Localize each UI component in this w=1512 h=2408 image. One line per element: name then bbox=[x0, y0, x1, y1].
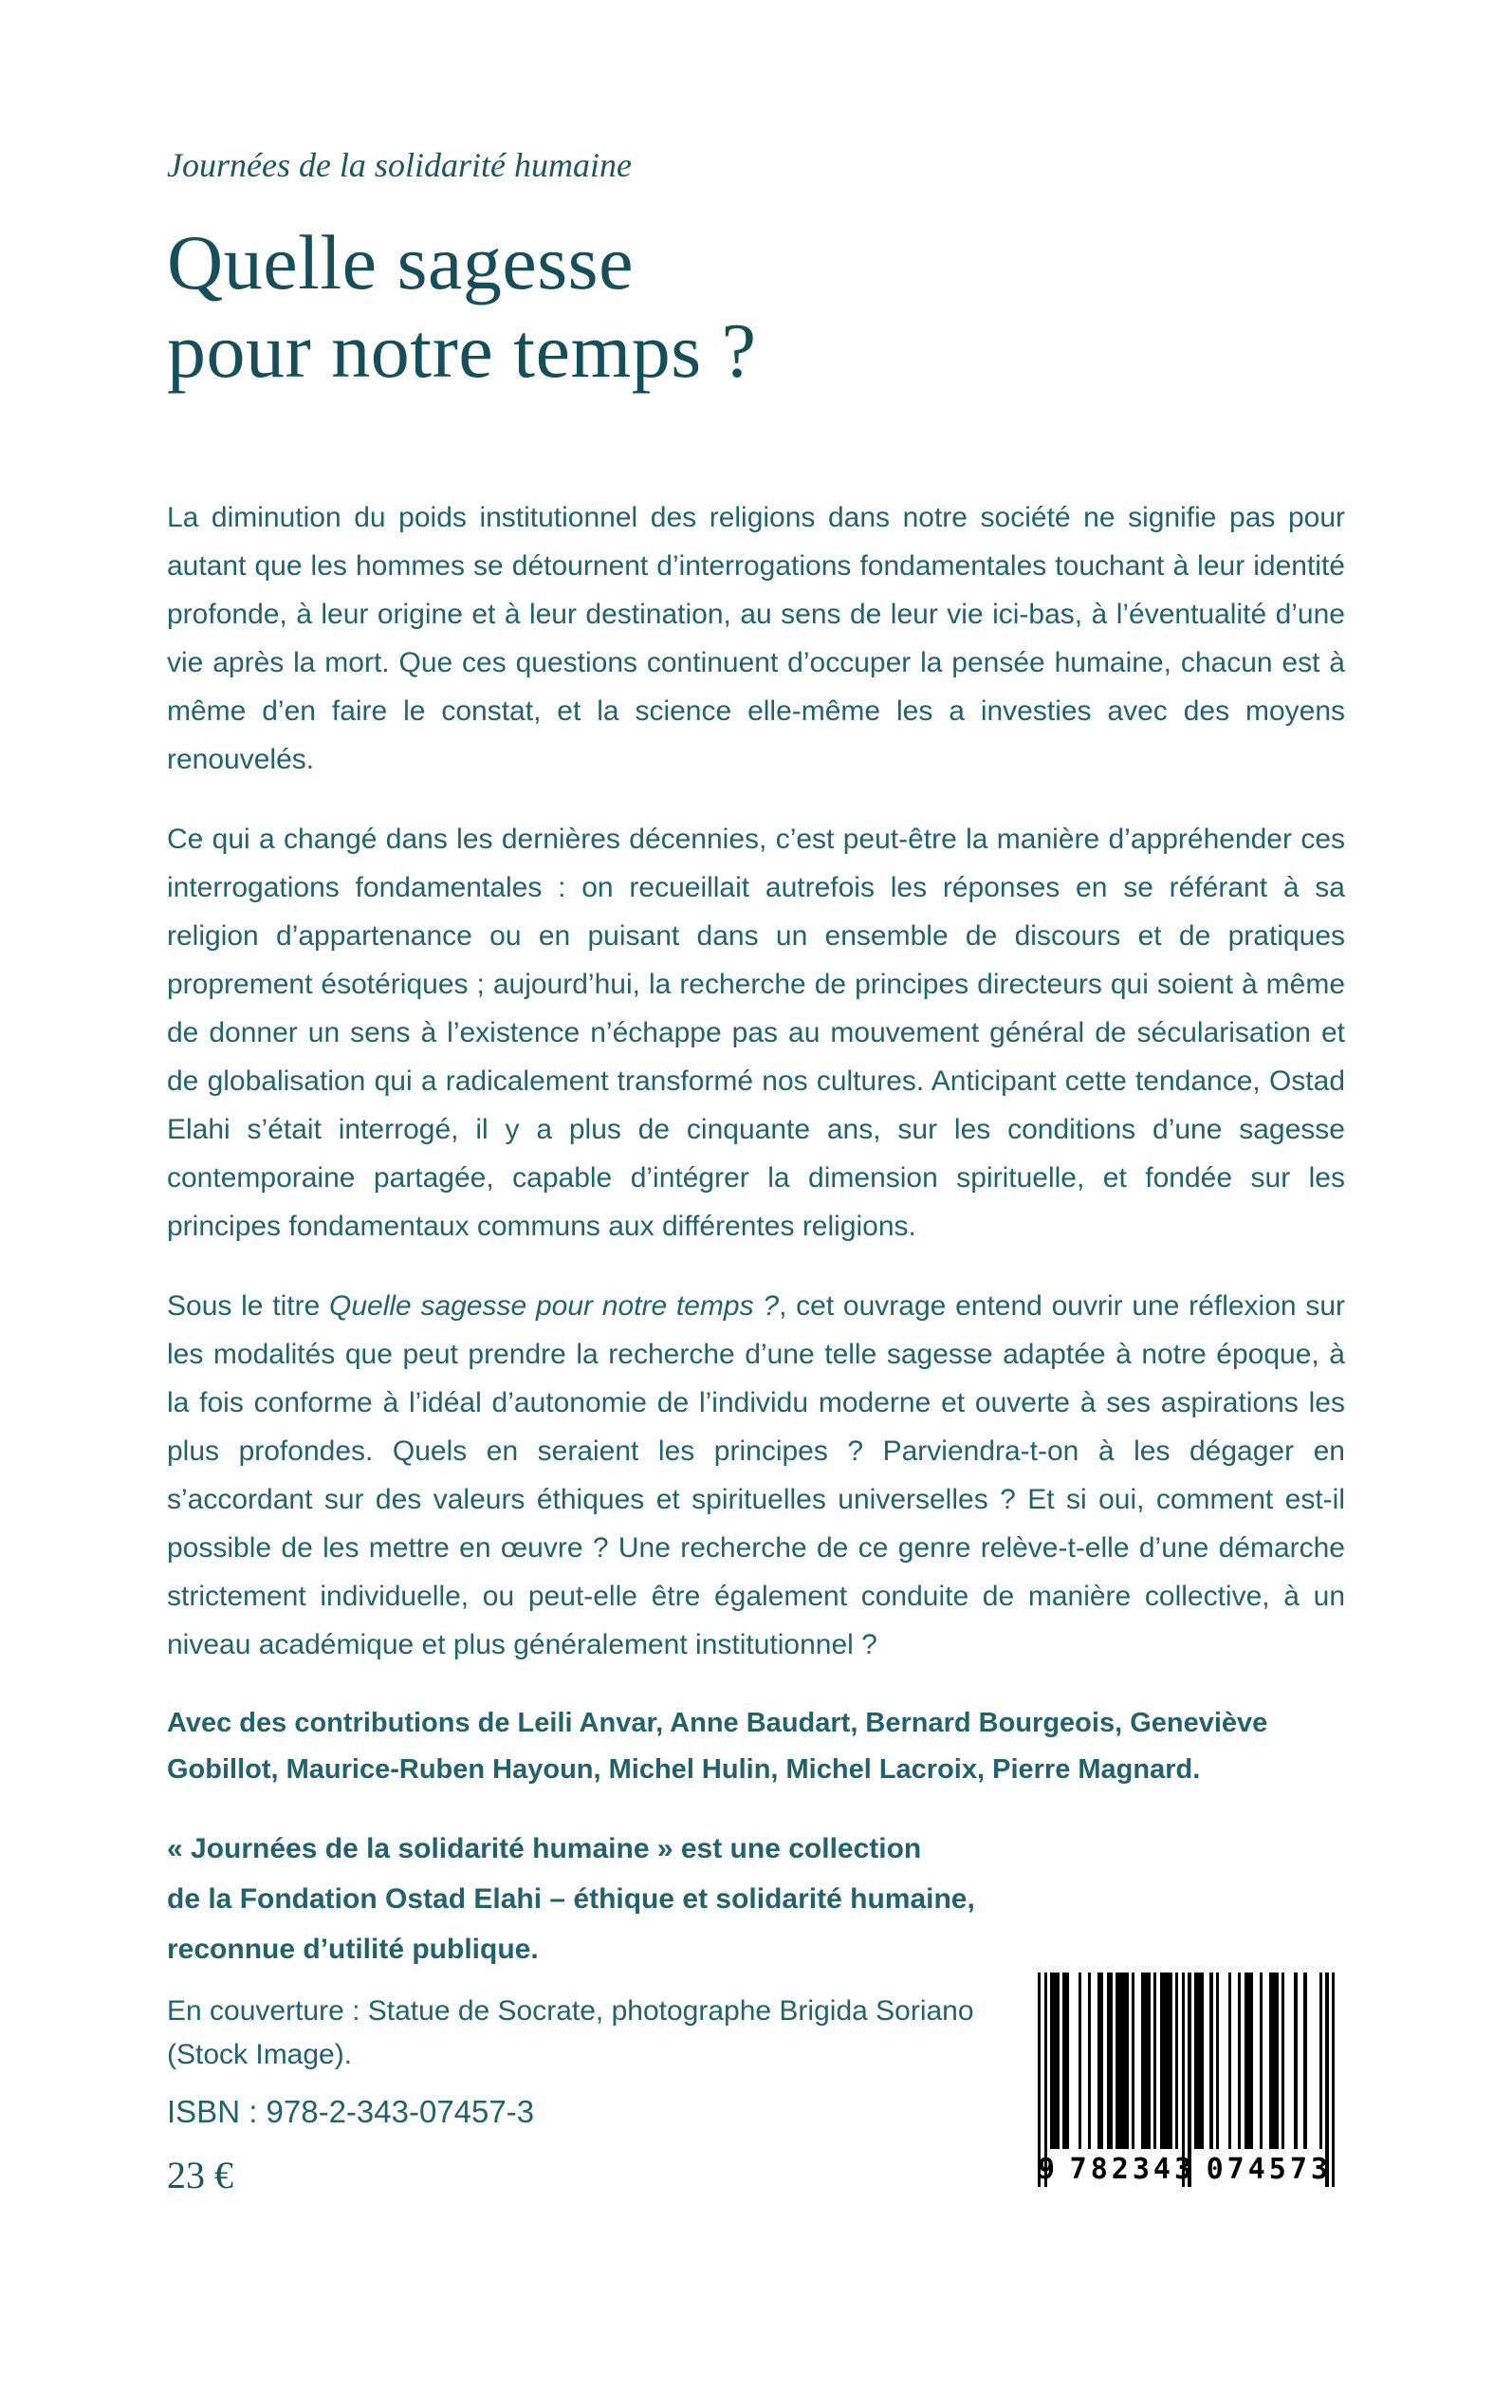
book-title bbox=[167, 218, 1345, 395]
collection-series-line: Journées de la solidarité humaine bbox=[167, 146, 632, 184]
collection-note-line-3: reconnue d’utilité publique. bbox=[167, 1934, 539, 1965]
barcode-digits bbox=[1038, 2153, 1339, 2186]
book-title-line-1: Quelle sagesse bbox=[167, 219, 634, 306]
collection-note bbox=[167, 1824, 1345, 1974]
paragraph-3-post: , cet ouvrage entend ouvrir une réflexion sur les modalités que peut prendre la recherche d’une telle sagesse adaptée à notre époque, à la fois conforme à l’idéal d’autonomie de l’individu moderne et ouverte à ses aspirations les plus profondes. Quels en seraient les principes ? Parviendra-t-on à les dégager en s’accordant sur des valeurs éthiques et spirituelles universelles ? Et si oui, comment est-il possible de les mettre en œuvre ? Une recherche de ce genre relève-t-elle d’une démarche strictement individuelle, ou peut-elle être également conduite de manière collective, à un niveau académique et plus généralement institutionnel ? bbox=[167, 1290, 1346, 1660]
price-label: 23 € bbox=[167, 2154, 233, 2196]
paragraph-3 bbox=[167, 1282, 1345, 1669]
barcode-digit-group: 782343 bbox=[1069, 2153, 1196, 2186]
inline-book-title: Quelle sagesse pour notre temps ? bbox=[329, 1290, 780, 1322]
paragraph-1: La diminution du poids institutionnel des religions dans notre société ne signifie pas pour autant que les hommes se détournent d’interrogations fondamentales touchant à leur identité profonde, à leur origine et à leur destination, au sens de leur vie ici-bas, à l’éventualité d’une vie après la mort. Que ces questions continuent d’occuper la pensée humaine, chacun est à même d’en faire le constat, et la science elle-même les a investies avec des moyens renouvelés. bbox=[167, 502, 1345, 775]
book-title-line-2: pour notre temps ? bbox=[167, 307, 757, 394]
ean13-barcode bbox=[1038, 1973, 1339, 2186]
barcode-digit-group: 074573 bbox=[1206, 2153, 1332, 2186]
contributors-note: Avec des contributions de Leili Anvar, Anne Baudart, Bernard Bourgeois, Geneviève Gobillot, Maurice-Ruben Hayoun, Michel Hulin, Michel Lacroix, Pierre Magnard. bbox=[167, 1708, 1268, 1785]
collection-note-line-2: de la Fondation Ostad Elahi – éthique et solidarité humaine, bbox=[167, 1883, 975, 1915]
isbn-line: ISBN : 978-2-343-07457-3 bbox=[167, 2094, 535, 2129]
paragraph-3-pre: Sous le titre bbox=[167, 1290, 330, 1322]
footer-row bbox=[167, 1990, 1345, 2198]
cover-credit-line-1: En couverture : Statue de Socrate, photographe Brigida Soriano bbox=[167, 1995, 974, 2027]
barcode-digit-group: 9 bbox=[1038, 2153, 1060, 2186]
paragraph-2: Ce qui a changé dans les dernières décennies, c’est peut-être la manière d’appréhender ces interrogations fondamentales : on recueillait autrefois les réponses en se référant à sa religion d’appartenance ou en puisant dans un ensemble de discours et de pratiques proprement ésotériques ; aujourd’hui, la recherche de principes directeurs qui soient à même de donner un sens à l’existence n’échappe pas au mouvement général de sécularisation et de globalisation qui a radicalement transformé nos cultures. Anticipant cette tendance, Ostad Elahi s’était interrogé, il y a plus de cinquante ans, sur les conditions d’une sagesse contemporaine partagée, capable d’intégrer la dimension spirituelle, et fondée sur les principes fondamentaux communs aux différentes religions. bbox=[167, 824, 1345, 1242]
cover-credit-line-2: (Stock Image). bbox=[167, 2039, 353, 2070]
collection-note-line-1: « Journées de la solidarité humaine » est une collection bbox=[167, 1833, 922, 1864]
